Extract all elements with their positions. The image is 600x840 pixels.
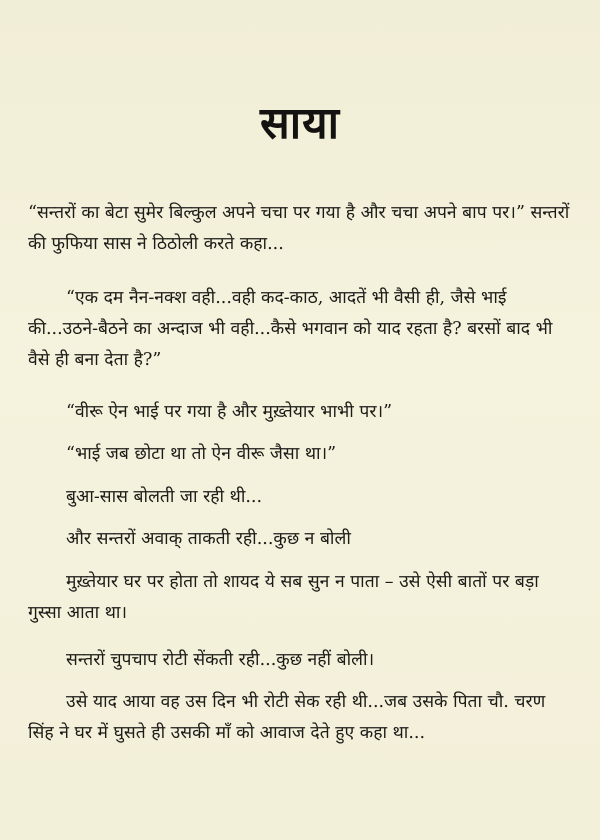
paragraph-2: “एक दम नैन-नक्श वही...वही कद-काठ, आदतें भी वैसी ही, जैसे भाई की...उठने-बैठने का अन्दाज भी वही...कैसे भगवान को याद रहता है? बरसों बाद भी वैसे ही बना देता है?” (28, 288, 553, 370)
paragraph-7: मुख़्तेयार घर पर होता तो शायद ये सब सुन न पाता – उसे ऐसी बातों पर बड़ा गुस्सा आता था। (28, 572, 539, 623)
chapter-title: साया (259, 98, 341, 150)
paragraph-8: सन्तरों चुपचाप रोटी सेंकती रही...कुछ नहीं बोली। (66, 650, 375, 670)
paragraph-6: और सन्तरों अवाक् ताकती रही...कुछ न बोली (66, 529, 351, 549)
paragraph-3: “वीरू ऐन भाई पर गया है और मुख़्तेयार भाभी पर।” (66, 402, 393, 422)
paragraph-1: “सन्तरों का बेटा सुमेर बिल्कुल अपने चचा पर गया है और चचा अपने बाप पर।” सन्तरों की फुफिया सास ने ठिठोली करते कहा... (28, 203, 570, 254)
paragraph-4: “भाई जब छोटा था तो ऐन वीरू जैसा था।” (66, 444, 337, 464)
paragraph-5: बुआ-सास बोलती जा रही थी... (66, 487, 263, 507)
paragraph-9: उसे याद आया वह उस दिन भी रोटी सेक रही थी...जब उसके पिता चौ. चरण सिंह ने घर में घुसते ही उसकी माँ को आवाज देते हुए कहा था... (28, 692, 546, 743)
